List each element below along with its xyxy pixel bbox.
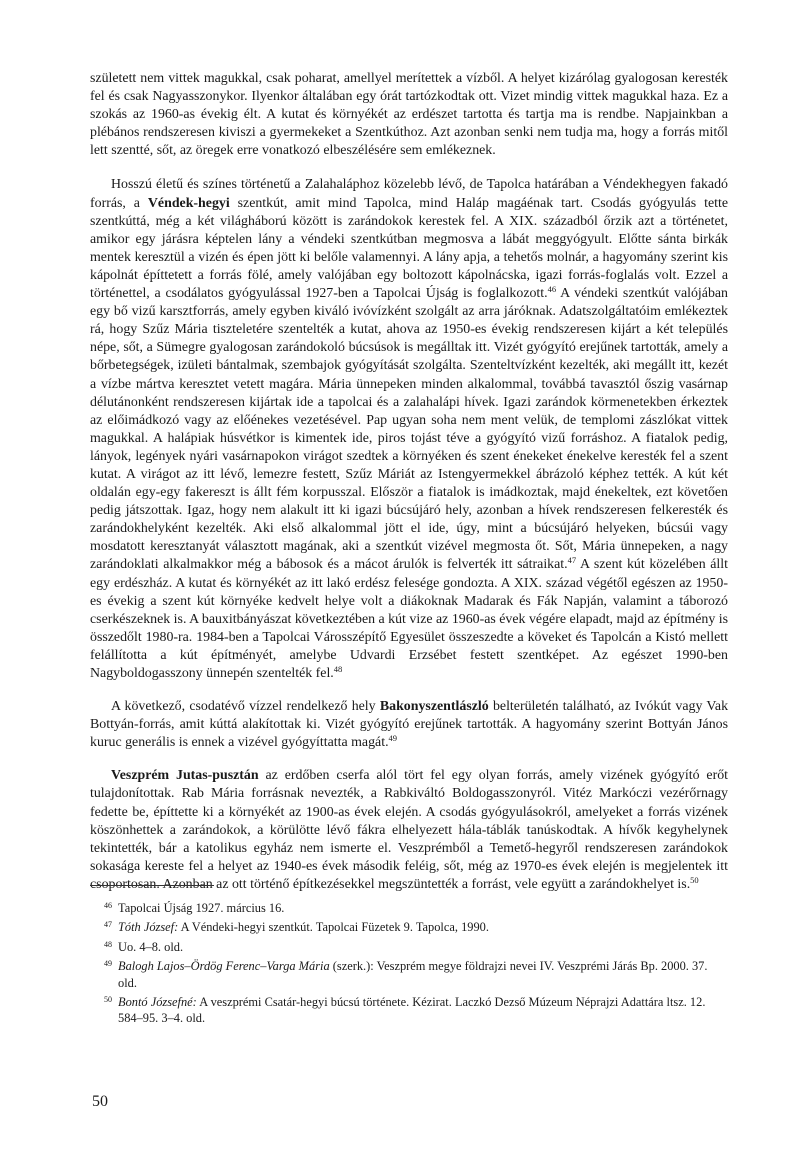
footnote-number: 46	[104, 901, 112, 910]
footnote-number-wrap	[90, 900, 118, 916]
text-run: A veszprémi Csatár-hegyi búcsú története. Kézirat. Laczkó Dezső Múzeum Néprajzi Adattára ltsz. 12. 584–95. 3–4. old.	[118, 995, 706, 1026]
footnote-reference: 46	[547, 284, 557, 295]
footnote-number-wrap	[90, 958, 118, 974]
footnote-number: 48	[104, 939, 112, 949]
text-run: Tapolcai Újság 1927. március 16.	[118, 901, 285, 915]
footnote-number-wrap	[90, 939, 118, 955]
italic-author: Balogh Lajos–Ördög Ferenc–Varga Mária	[118, 959, 330, 974]
bold-place-name: Bakonyszentlászló	[379, 699, 489, 715]
text-run: A következő, csodatévő vízzel rendelkező hely	[111, 699, 380, 715]
footnote-reference: 50	[690, 874, 699, 885]
paragraph	[90, 176, 728, 683]
text-run: az erdőben cserfa alól tört fel egy olyan forrás, amely vizének gyógyító erőt tulajdonítottak. Rab Mária forrásnak nevezték, a Rabkiváltó Boldogasszonyról. Vitéz Markóczi vezérőrnagy fedette be, építtette ki a környékét az 1900-as évek elején. A csodás gyógyulásokról, amelyeket a forrás vizének köszönhettek a zarándokok, a körülötte lévő fákra elhelyezett hála-táblák tanúskodtak. A hívők kegyhelynek tekintették, bár a katolikus egyház nem ismerte el. Veszprémből a Temető-hegyről rendszeresen zarándokok sokasága kereste fel a helyet az 1940-es évek második feléig, sőt, még az 1970-es évek elején is megjelentek itt csoportosan. Azonban az ott történő építkezésekkel megszüntették a forrást, vele együtt a zarándokhelyet is.	[90, 768, 728, 892]
page-body	[90, 70, 728, 894]
paragraph	[90, 767, 728, 894]
footnotes	[90, 900, 728, 1030]
paragraph	[90, 70, 728, 160]
footnote	[90, 939, 728, 955]
text-run: A véndeki szentkút valójában egy bő vizű karsztforrás, amely egyben kiváló ivóvízként szolgált az arra járóknak. Adatszolgáltatóim emlékeztek rá, hogy Szűz Mária tiszteletére szentelték a kutat, ahova az 1950-es évekig rendszeresen kijárt a két település népe, sőt, a Sümegre gyalogosan zarándokoló búcsúsok is megálltak itt. Vizét gyógyító erejűnek tartották, amely a bőrbetegségek, izületi bántalmak, szembajok gyógyítását szolgálta. Szenteltvízként kezelték, aki megállt itt, kezét a vízbe mártva keresztet vetett magára. Mária ünnepeken minden alkalommal, továbbá tavasztól őszig vasárnap délutánonként rendszeresen kijártak ide a tapolcai és a zalahalápi hívek. Igazi zarándok körmenetekben érkeztek az előimádkozó vagy az előénekes vezetésével. Pap ugyan soha nem ment velük, de templomi zászlókat vittek magukkal. A halápiak húsvétkor is kimentek ide, piros tojást téve a gyógyító vizű forráshoz. A fiatalok pedig, lányok, legények nyári vasárnapokon virágot szedtek a környéken és szent énekeket énekelve keresték fel a szent kutat. A virágot az itt lévő, lemezre festett, Szűz Máriát az Istengyermekkel ábrázoló képhez tették. A kút két oldalán egy-egy fakereszt is állt fém korpusszal. Először a fiatalok is imádkoztak, majd énekeltek, ezt követően pedig játszottak. Igaz, hogy nem alakult itt ki igazi búcsújáró hely, azonban a hívek rendszeresen felkeresték és zarándokhelyként kezelték. Aki első alkalommal jött el ide, úgy, mint a búcsújáró helyeken, búcsúi vagy mosdatott keresztanyát választott magának, aki a szentkút vizével megmosta őt. Sőt, Mária ünnepeken, a nagy zarándoklati alkalmakkor még a bábosok és a mácot árulók is felverték itt sátraikat.	[90, 286, 728, 573]
text-run: szentkút, amit mind Tapolca, mind Haláp magáénak tart. Csodás gyógyulás tette szentkúttá, még a két világháború között is zarándokok kerestek fel. A XIX. századból őrzik azt a történetet, amikor egy járásra képtelen lány a véndeki szentkútban megmosva a lábát meggyógyult. Előtte sánta birkák mentek keresztül a vizén és épen jött ki belőle valamennyi. A lány apja, a tehetős molnár, a hagyomány szerint kis kápolnát építtetett a forrás fölé, amely valójában egy boltozott kápolnácska, igazi forrás-foglalás volt. Ezzel a történettel, a csodálatos gyógyulással 1927-ben a Tapolcai Újság is foglalkozott.	[90, 195, 728, 302]
page-number: 50	[92, 1093, 108, 1110]
text-run: Uo. 4–8. old.	[118, 939, 184, 954]
footnote-number: 47	[104, 920, 112, 930]
bold-place-name: Véndek-hegyi	[147, 195, 230, 211]
footnote-number-wrap	[90, 919, 118, 935]
footnote-reference: 47	[567, 555, 577, 566]
footnote-reference: 49	[388, 733, 398, 744]
footnote	[90, 994, 728, 1027]
text-run: (szerk.): Veszprém megye földrajzi nevei IV. Veszprémi Járás Bp. 2000. 37. old.	[118, 959, 708, 990]
footnote-number: 50	[104, 995, 112, 1005]
footnote-separator	[90, 885, 214, 886]
footnote	[90, 919, 728, 935]
footnote-reference: 48	[333, 664, 343, 674]
footnote	[90, 958, 728, 991]
footnote-number: 49	[104, 959, 112, 969]
text-run: belterületén található, az Ivókút vagy Vak Bottyán-forrás, amit kúttá alakítottak ki. Vizét gyógyító erejűnek tartották. A hagyomány szerint Bottyán János kuruc generális is ennek a vizével gyógyíttatta magát.	[90, 699, 729, 751]
footnote-number-wrap	[90, 994, 118, 1010]
text-run: A szent kút közelében állt egy erdészház. A kutat és környékét az itt lakó erdész felesége gondozta. A XIX. század végétől egészen az 1950-es évekig a szent kút környéke kedvelt helye volt a diákoknak Madarak és Fák Napján, valamint a táborozó cserkészeknek is. A bauxitbányászat következtében a kút vize az 1960-as évek végére elapadt, majd az építmény is összedőlt 1980-ra. 1984-ben a Tapolcai Városszépítő Egyesület összeszedte a köveket és Tapolcán a Kistó mellett felállította a kút építményét, amelybe Udvardi Erzsébet festett szentképet. Az egészet 1990-ben Nagyboldogasszony ünnepén szentelték fel.	[90, 557, 728, 681]
text-run: Hosszú életű és színes történetű a Zalahaláphoz közelebb lévő, de Tapolca határában a Véndekhegyen fakadó forrás, a	[90, 177, 728, 211]
text-run: született nem vittek magukkal, csak poharat, amellyel merítettek a vízből. A helyet kizárólag gyalogosan keresték fel és csak Nagyasszonykor. Ilyenkor általában egy órát tartózkodtak ott. Vizet mindig vittek magukkal haza. Ez a szokás az 1960-as évekig élt. A kutat és környékét az erdészet tartotta és tartja ma is rendbe. Napjainkban a plébános rendszeresen kiviszi a gyermekeket a Szentkúthoz. Azt azonban senki nem tudja ma, hogy a forrás mitől lett szentté, sőt, az öregek erre vonatkozó elbeszélésére sem emlékeznek.	[90, 71, 728, 159]
bold-place-name: Veszprém Jutas-pusztán	[111, 768, 259, 784]
italic-author: Tóth József:	[118, 920, 179, 935]
text-run: A Véndeki-hegyi szentkút. Tapolcai Füzetek 9. Tapolca, 1990.	[178, 920, 489, 935]
footnote	[90, 900, 728, 916]
italic-author: Bontó Józsefné:	[118, 995, 197, 1010]
paragraph	[90, 698, 728, 752]
